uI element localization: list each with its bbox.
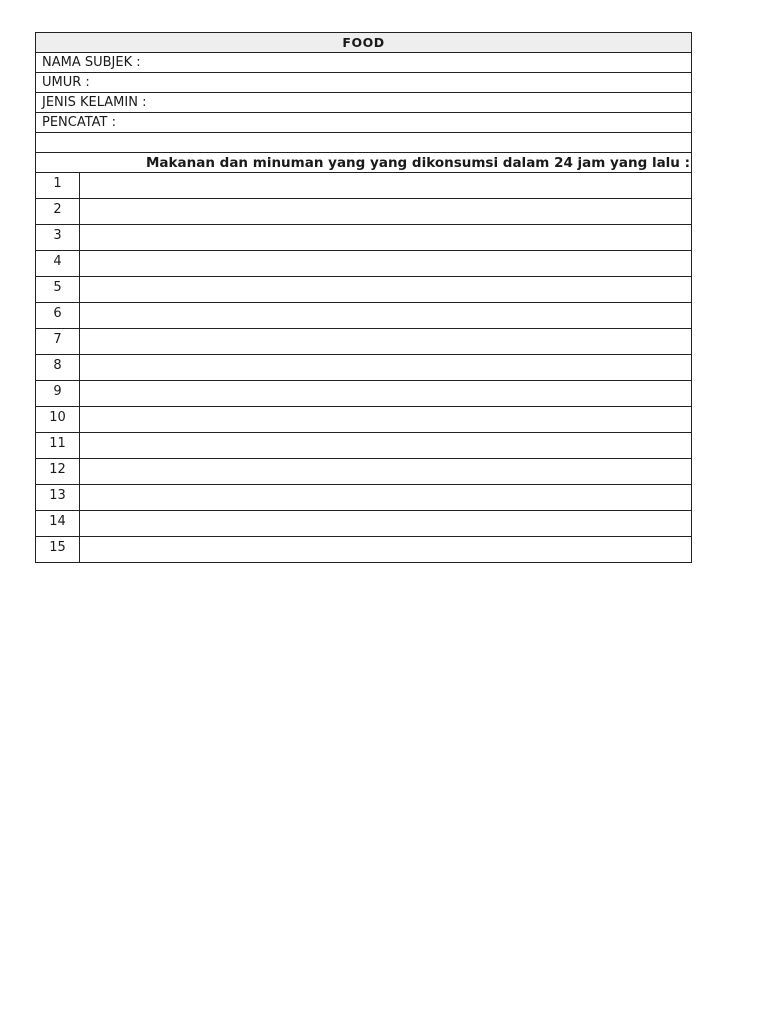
- entry-cell[interactable]: [80, 459, 692, 485]
- row-number: [36, 277, 80, 303]
- row-number: [36, 251, 80, 277]
- entry-cell[interactable]: [80, 199, 692, 225]
- row-number-label: 8: [53, 358, 62, 373]
- blank-row: [36, 133, 692, 153]
- row-number: [36, 225, 80, 251]
- row-number-label: 13: [49, 488, 66, 503]
- field-row-umur: [36, 73, 692, 93]
- table-row: [36, 303, 692, 329]
- row-number-label: 10: [49, 410, 66, 425]
- entry-cell[interactable]: [80, 537, 692, 563]
- row-number: [36, 485, 80, 511]
- row-number-label: 15: [49, 540, 66, 555]
- table-row: [36, 485, 692, 511]
- entry-cell[interactable]: [80, 511, 692, 537]
- table-row: [36, 433, 692, 459]
- table-row: [36, 355, 692, 381]
- entry-cell[interactable]: [80, 485, 692, 511]
- table-row: [36, 199, 692, 225]
- row-number-label: 11: [49, 436, 66, 451]
- section-heading: Makanan dan minuman yang yang dikonsumsi dalam 24 jam yang lalu :: [36, 153, 692, 173]
- row-number: [36, 173, 80, 199]
- row-number: [36, 407, 80, 433]
- field-row-jenis-kelamin: [36, 93, 692, 113]
- row-number: [36, 381, 80, 407]
- table-row: [36, 277, 692, 303]
- entry-cell[interactable]: [80, 407, 692, 433]
- field-pencatat[interactable]: PENCATAT :: [36, 113, 692, 133]
- row-number-label: 3: [53, 228, 62, 243]
- field-umur[interactable]: UMUR :: [36, 73, 692, 93]
- row-number: [36, 199, 80, 225]
- food-recall-form: [35, 32, 691, 563]
- entry-cell[interactable]: [80, 433, 692, 459]
- form-title: FOOD: [36, 33, 692, 53]
- table-row: [36, 407, 692, 433]
- form-title-row: [36, 33, 692, 53]
- row-number: [36, 537, 80, 563]
- entry-cell[interactable]: [80, 303, 692, 329]
- row-number-label: 5: [53, 280, 62, 295]
- row-number: [36, 329, 80, 355]
- entry-cell[interactable]: [80, 225, 692, 251]
- row-number-label: 1: [53, 176, 62, 191]
- row-number: [36, 511, 80, 537]
- row-number: [36, 459, 80, 485]
- entry-cell[interactable]: [80, 381, 692, 407]
- row-number: [36, 355, 80, 381]
- field-nama-subjek[interactable]: NAMA SUBJEK :: [36, 53, 692, 73]
- row-number: [36, 433, 80, 459]
- table-row: [36, 329, 692, 355]
- table-row: [36, 251, 692, 277]
- row-number-label: 2: [53, 202, 62, 217]
- row-number-label: 4: [53, 254, 62, 269]
- table-row: [36, 381, 692, 407]
- table-row: [36, 173, 692, 199]
- section-heading-row: [36, 153, 692, 173]
- entry-cell[interactable]: [80, 329, 692, 355]
- entry-cell[interactable]: [80, 173, 692, 199]
- table-row: [36, 537, 692, 563]
- table-row: [36, 459, 692, 485]
- row-number-label: 9: [53, 384, 62, 399]
- entry-cell[interactable]: [80, 251, 692, 277]
- row-number-label: 14: [49, 514, 66, 529]
- entry-cell[interactable]: [80, 277, 692, 303]
- table-row: [36, 225, 692, 251]
- field-row-nama-subjek: [36, 53, 692, 73]
- field-jenis-kelamin[interactable]: JENIS KELAMIN :: [36, 93, 692, 113]
- entry-cell[interactable]: [80, 355, 692, 381]
- blank-cell: [36, 133, 692, 153]
- row-number-label: 12: [49, 462, 66, 477]
- row-number: [36, 303, 80, 329]
- row-number-label: 7: [53, 332, 62, 347]
- field-row-pencatat: [36, 113, 692, 133]
- form-table: [35, 32, 692, 563]
- table-row: [36, 511, 692, 537]
- row-number-label: 6: [53, 306, 62, 321]
